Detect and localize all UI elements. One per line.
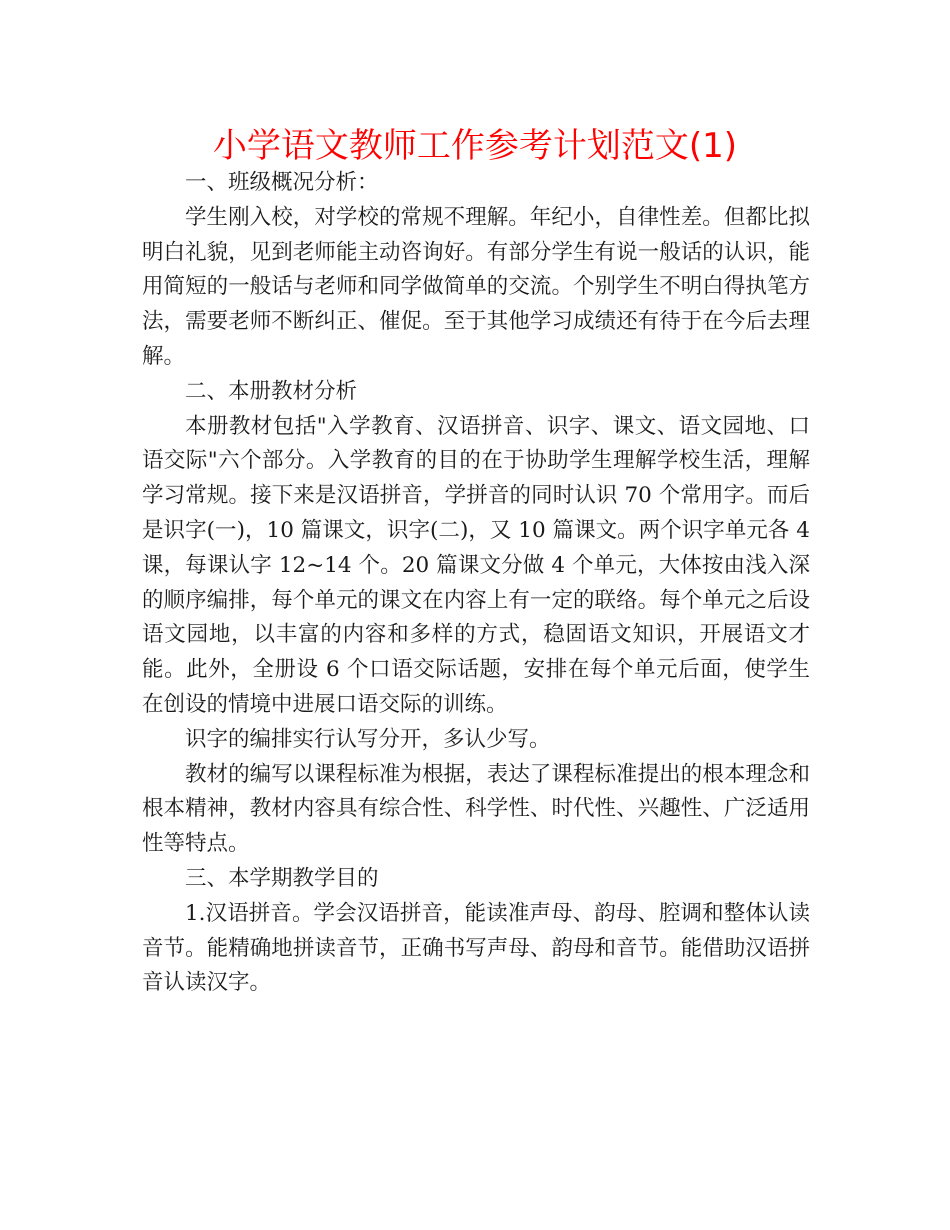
paragraph-textbook-contents: 本册教材包括"入学教育、汉语拼音、识字、课文、语文园地、口语交际"六个部分。入学教育的目的在于协助学生理解学校生活，理解学习常规。接下来是汉语拼音，学拼音的同时认识 70 个常用字。而后是识字(一)，10 篇课文，识字(二)，又 10 篇课文。两个识字单元各 4 课，每课认字 12~14 个。20 篇课文分做 4 个单元，大体按由浅入深的顺序编排，每个单元的课文在内容上有一定的联络。每个单元之后设语文园地，以丰富的内容和多样的方式，稳固语文知识，开展语文才能。此外，全册设 6 个口语交际话题，安排在每个单元后面，使学生在创设的情境中进展口语交际的训练。 — [142, 413, 810, 717]
section-heading-teaching-goals: 三、本学期教学目的 — [185, 865, 379, 891]
section-heading-textbook-analysis: 二、本册教材分析 — [185, 378, 358, 404]
paragraph-class-overview: 学生刚入校，对学校的常规不理解。年纪小，自律性差。但都比拟明白礼貌，见到老师能主动咨询好。有部分学生有说一般话的认识，能用简短的一般话与老师和同学做简单的交流。个别学生不明白得执笔方法，需要老师不断纠正、催促。至于其他学习成绩还有待于在今后去理解。 — [142, 204, 810, 369]
paragraph-pinyin-goal: 1.汉语拼音。学会汉语拼音，能读准声母、韵母、腔调和整体认读音节。能精确地拼读音节，正确书写声母、韵母和音节。能借助汉语拼音认读汉字。 — [142, 900, 810, 996]
section-heading-class-overview: 一、班级概况分析： — [185, 170, 379, 195]
paragraph-literacy-arrangement: 识字的编排实行认写分开，多认少写。 — [185, 726, 551, 752]
document-title: 小学语文教师工作参考计划范文(1) — [212, 126, 738, 166]
document-body — [142, 166, 810, 1001]
paragraph-textbook-features: 教材的编写以课程标准为根据，表达了课程标准提出的根本理念和根本精神，教材内容具有综合性、科学性、时代性、兴趣性、广泛适用性等特点。 — [142, 761, 810, 857]
